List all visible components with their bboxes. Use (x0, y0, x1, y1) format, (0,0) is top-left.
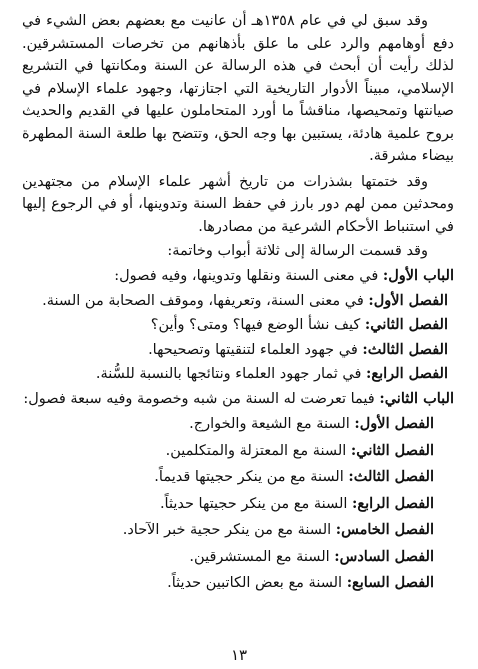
chapter-label: الفصل السادس: (334, 547, 434, 565)
page-number: ١٣ (230, 646, 248, 664)
chapter-title: في جهود العلماء لتنقيتها وتصحيحها. (148, 341, 363, 358)
chapter-label: الفصل الثاني: (350, 441, 434, 459)
chapter-entry (22, 491, 454, 518)
chapter-label: الفصل الثالث: (348, 468, 434, 485)
chapter-entry (22, 313, 454, 338)
part-two-heading (22, 387, 454, 412)
intro-paragraph-2: وقد ختمتها بشذرات من تاريخ أشهر علماء الإسلام من مجتهدين ومحدثين ممن لهم دور بارز في حفظ السنة وتدوينها، أو في الرجوع إليها في استنباط الأحكام الشرعية من مصادرها. (22, 173, 454, 235)
part-label: الباب الأول: (382, 267, 454, 284)
chapter-title: السنة مع بعض الكاتبين حديثاً. (167, 575, 347, 591)
chapter-label: الفصل الأول: (368, 291, 448, 309)
chapter-label: الفصل الرابع: (366, 365, 448, 382)
chapter-entry (22, 289, 454, 314)
chapter-entry (22, 338, 454, 363)
chapter-entry (22, 362, 454, 387)
chapter-entry (22, 464, 454, 491)
chapter-title: في ثمار جهود العلماء ونتائجها بالنسبة للسُّنة. (95, 366, 367, 382)
chapter-entry (22, 438, 454, 465)
chapter-title: السنة مع من ينكر حجيتها قديماً. (154, 469, 349, 485)
chapter-label: الفصل السابع: (346, 574, 434, 591)
part-one-heading (22, 264, 454, 289)
part-label: الباب الثاني: (379, 389, 454, 407)
chapter-entry (22, 544, 454, 571)
chapter-entry (22, 517, 454, 544)
chapter-title: السنة مع من ينكر حجية خبر الآحاد. (122, 522, 336, 538)
chapter-label: الفصل الثاني: (364, 316, 448, 333)
chapter-title: السنة مع المستشرقين. (189, 548, 335, 565)
chapter-title: السنة مع من ينكر حجيتها حديثاً. (159, 495, 353, 512)
intro-paragraph-1: وقد سبق لي في عام ١٣٥٨هـ أن عانيت مع بعضهم بعض الشيء في دفع أوهامهم والرد على ما علق بأذهانهم من تخرصات المستشرقين. لذلك رأيت أن أبحث في هذه الرسالة عن السنة ومكانتها في التشريع الإسلامي، مبيناً الأدوار التاريخية التي اجتازتها، وجهود علماء الإسلام في صيانتها وتمحيصها، مناقشاً ما أورد المتحاملون عليها في القديم والحديث بروح علمية هادئة، يستبين بها وجه الحق، وتتضح بها طلعة السنة المطهرة بيضاء مشرقة. (22, 13, 454, 164)
chapter-title: في معنى السنة، وتعريفها، وموقف الصحابة من السنة. (42, 292, 369, 309)
chapter-label: الفصل الأول: (354, 415, 434, 432)
chapter-title: السنة مع المعتزلة والمتكلمين. (165, 442, 351, 459)
chapter-title: كيف نشأ الوضع فيها؟ ومتى؟ وأين؟ (150, 317, 365, 333)
part-title: فيما تعرضت له السنة من شبه وخصومة وفيه سبعة فصول: (23, 390, 380, 407)
chapter-label: الفصل الثالث: (362, 340, 448, 358)
book-outline (22, 264, 454, 597)
page-body (22, 10, 454, 597)
chapter-label: الفصل الخامس: (335, 521, 434, 538)
chapter-entry (22, 570, 454, 597)
chapter-label: الفصل الرابع: (352, 494, 434, 512)
part-title: في معنى السنة ونقلها وتدوينها، وفيه فصول: (114, 268, 383, 284)
chapter-entry (22, 411, 454, 438)
division-statement: وقد قسمت الرسالة إلى ثلاثة أبواب وخاتمة: (167, 243, 428, 259)
chapter-title: السنة مع الشيعة والخوارج. (189, 416, 355, 432)
